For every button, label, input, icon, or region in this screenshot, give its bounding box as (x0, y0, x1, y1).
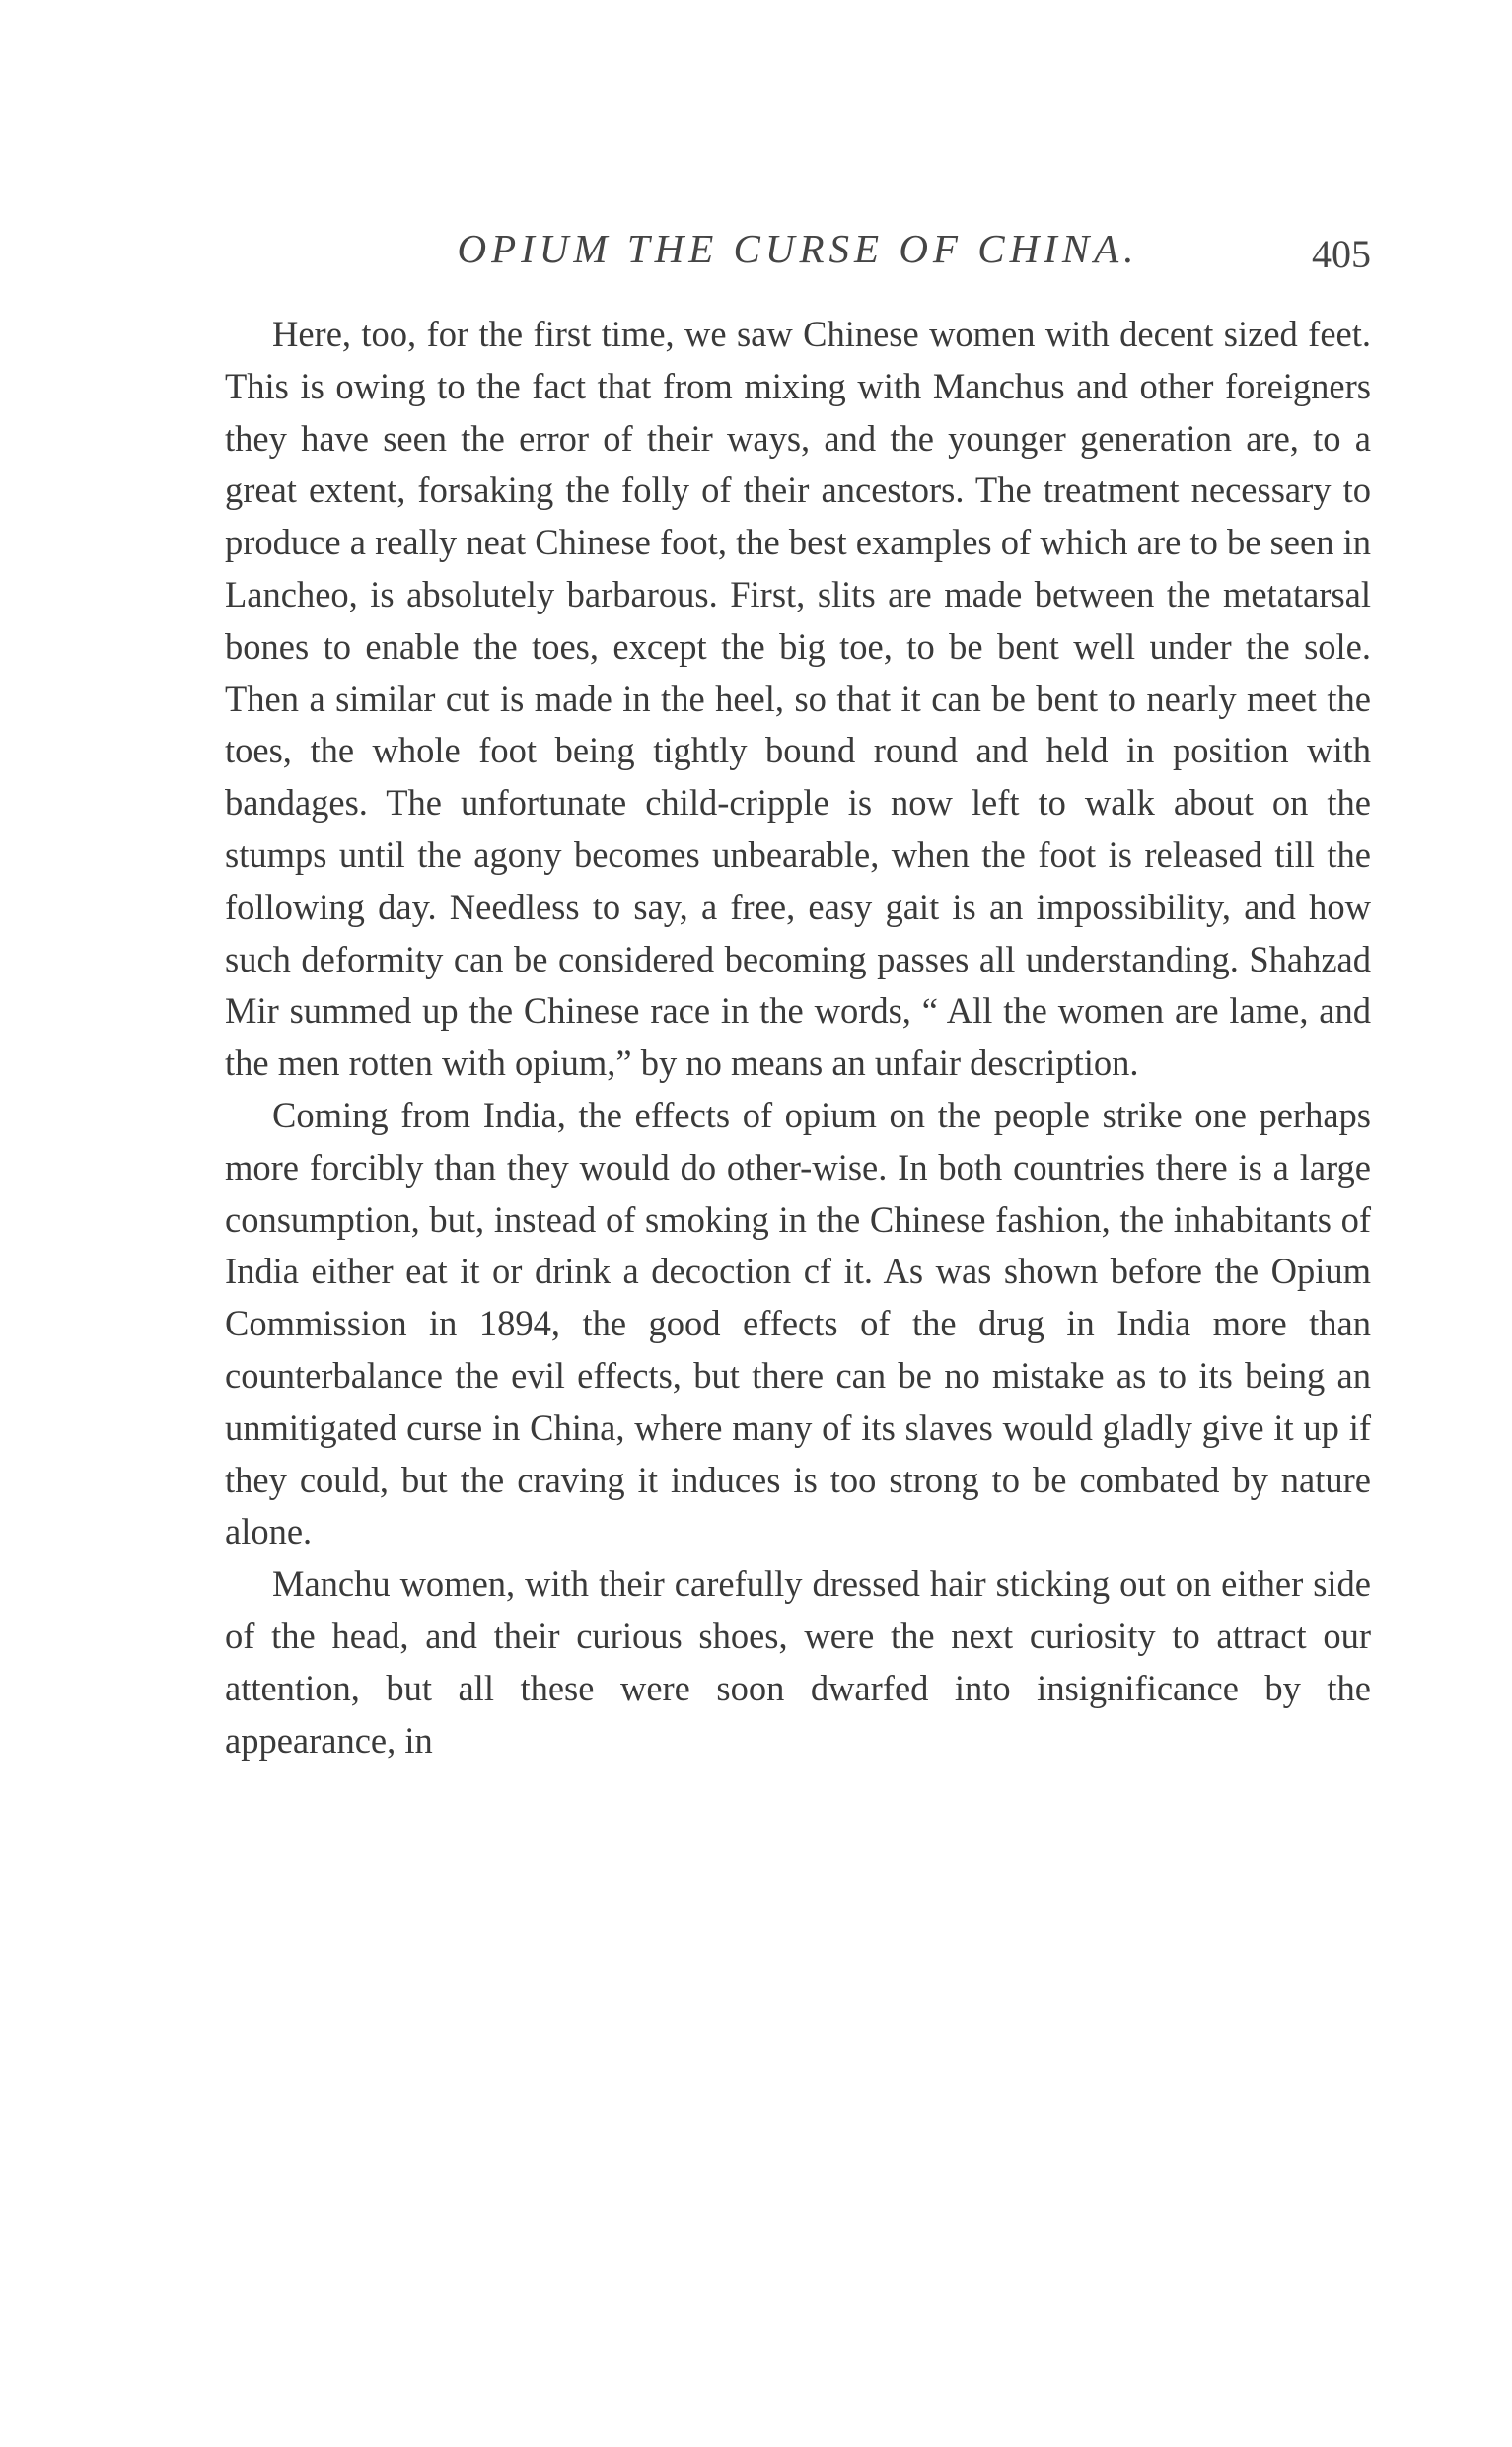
running-head (225, 219, 1371, 278)
paragraph-3: Manchu women, with their carefully dressed hair sticking out on either side of the head, and their curious shoes, were the next curiosity to attract our attention, but all these were soon dwarfed into insignificance by the appearance, in (225, 1563, 1371, 1761)
body-text (225, 309, 1371, 1766)
running-title: OPIUM THE CURSE OF CHINA. (457, 226, 1139, 271)
page-number: 405 (1312, 232, 1371, 276)
paragraph-2: Coming from India, the effects of opium on the people strike one perhaps more forcibly than they would do other-wise. In both countries there is a large consumption, but, instead of smoking in the Chinese fashion, the inhabitants of India either eat it or drink a decoction cf it. As was shown before the Opium Commission in 1894, the good effects of the drug in India more than counterbalance the evil effects, but there can be no mistake as to its being an unmitigated curse in China, where many of its slaves would gladly give it up if they could, but the craving it induces is too strong to be combated by nature alone. (225, 1094, 1371, 1552)
paragraph-1: Here, too, for the first time, we saw Chinese women with decent sized feet. This is owing to the fact that from mixing with Manchus and other foreigners they have seen the error of their ways, and the younger generation are, to a great extent, forsaking the folly of their ancestors. The treatment necessary to produce a really neat Chinese foot, the best examples of which are to be seen in Lancheo, is absolutely barbarous. First, slits are made between the metatarsal bones to enable the toes, except the big toe, to be bent well under the sole. Then a similar cut is made in the heel, so that it can be bent to nearly meet the toes, the whole foot being tightly bound round and held in position with bandages. The unfortunate child-cripple is now left to walk about on the stumps until the agony becomes unbearable, when the foot is released till the following day. Needless to say, a free, easy gait is an impossibility, and how such deformity can be considered becoming passes all understanding. Shahzad Mir summed up the Chinese race in the words, “ All the women are lame, and the men rotten with opium,” by no means an unfair description. (225, 314, 1371, 1084)
